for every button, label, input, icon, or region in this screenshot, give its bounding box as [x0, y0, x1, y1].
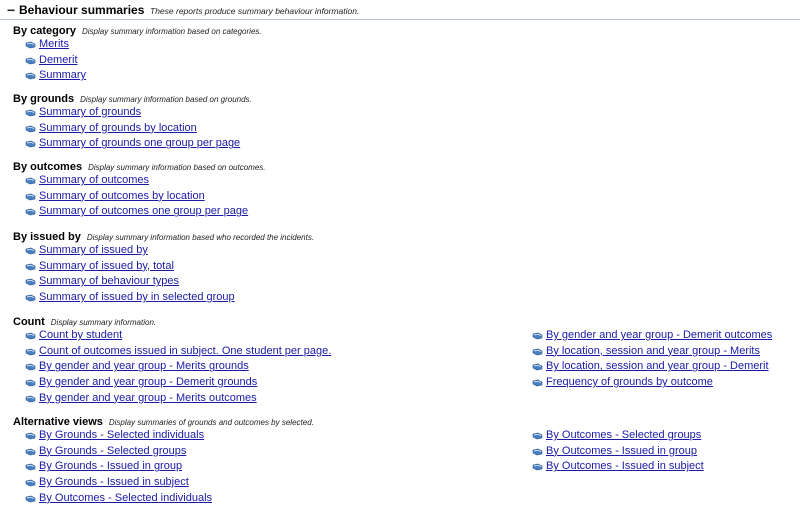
report-link-text[interactable]: Summary of issued by in selected group [39, 291, 235, 304]
section-count [13, 314, 773, 407]
report-icon [532, 332, 543, 340]
link-column-left [25, 105, 240, 152]
link-columns [13, 243, 314, 306]
report-link[interactable] [25, 204, 248, 220]
report-link[interactable] [25, 37, 86, 53]
report-link[interactable] [25, 459, 212, 475]
report-link-text[interactable]: By Outcomes - Issued in subject [546, 460, 704, 473]
report-link-text[interactable]: Summary of issued by, total [39, 259, 174, 272]
report-link[interactable] [25, 274, 235, 290]
report-icon [25, 432, 36, 440]
section-description: Display summary information based on categories. [81, 27, 262, 36]
report-link[interactable] [25, 444, 212, 460]
section-description: Display summary information based on outcomes. [88, 163, 266, 172]
link-columns [13, 173, 266, 220]
report-link[interactable] [25, 344, 331, 360]
report-link-text[interactable]: By location, session and year group - Demerit [546, 360, 769, 373]
report-link-text[interactable]: Count of outcomes issued in subject. One student per page. [39, 344, 332, 357]
report-link[interactable] [532, 444, 704, 460]
link-column-left [25, 173, 248, 220]
report-link[interactable] [25, 173, 248, 189]
report-icon [532, 448, 543, 456]
report-icon [25, 278, 36, 286]
report-link-text[interactable]: By gender and year group - Demerit grounds [39, 376, 258, 389]
report-link[interactable] [25, 68, 86, 84]
link-columns [13, 37, 262, 84]
report-icon [25, 193, 36, 201]
report-link[interactable] [25, 391, 331, 407]
section-title: Alternative views [13, 416, 103, 428]
report-icon [25, 448, 36, 456]
report-icon [25, 41, 36, 49]
section-title: Count [13, 316, 45, 328]
report-link[interactable] [25, 189, 248, 205]
report-link[interactable] [25, 491, 212, 507]
report-link-text[interactable]: Frequency of grounds by outcome [546, 376, 713, 389]
section-description: Display summary information based who recorded the incidents. [86, 233, 315, 242]
report-link-text[interactable]: By gender and year group - Merits grounds [39, 360, 249, 373]
section-by-issued-by [13, 229, 314, 306]
section-heading [13, 23, 262, 37]
report-icon [25, 363, 36, 371]
report-link-text[interactable]: Summary of issued by [39, 244, 148, 256]
report-icon [532, 432, 543, 440]
link-columns [13, 428, 704, 507]
report-icon [25, 479, 36, 487]
report-link-text[interactable]: By gender and year group - Demerit outcomes [546, 329, 773, 341]
link-columns [13, 328, 773, 407]
report-link[interactable] [532, 359, 772, 375]
report-icon [25, 348, 36, 356]
report-icon [25, 247, 36, 255]
section-heading [13, 91, 252, 105]
link-columns [13, 105, 252, 152]
section-heading [13, 414, 314, 428]
section-title: By outcomes [13, 161, 83, 173]
section-alternative-views [13, 414, 704, 507]
report-icon [25, 395, 36, 403]
report-icon [25, 208, 36, 216]
report-icon [25, 495, 36, 503]
report-link-text[interactable]: By location, session and year group - Merits [546, 344, 760, 357]
report-link-text[interactable]: Summary of behaviour types [39, 275, 180, 288]
report-icon [25, 463, 36, 471]
section-heading [13, 159, 266, 173]
link-column-right [532, 428, 704, 475]
report-icon [532, 348, 543, 356]
report-link-text[interactable]: Demerit [39, 53, 78, 66]
report-link[interactable] [25, 53, 86, 69]
report-icon [25, 57, 36, 65]
section-description: Display summary information. [50, 318, 157, 327]
section-description: Display summaries of grounds and outcomes by selected. [108, 418, 314, 427]
report-link[interactable] [25, 259, 235, 275]
report-link-text[interactable]: By Grounds - Selected groups [39, 444, 187, 457]
section-by-outcomes [13, 159, 266, 220]
report-link[interactable] [532, 328, 772, 344]
report-icon [25, 332, 36, 340]
report-icon [25, 109, 36, 117]
report-link-text[interactable]: Summary of outcomes by location [39, 189, 205, 202]
report-link-text[interactable]: Summary of grounds by location [39, 121, 197, 134]
report-icon [25, 294, 36, 302]
report-link-text[interactable]: By Grounds - Issued in group [39, 460, 183, 473]
report-icon [532, 363, 543, 371]
section-by-grounds [13, 91, 252, 152]
report-link-text[interactable]: By gender and year group - Merits outcomes [39, 391, 257, 404]
section-by-category [13, 23, 262, 84]
report-icon [25, 140, 36, 148]
report-link-text[interactable]: Merits [39, 38, 69, 50]
report-icon [532, 463, 543, 471]
link-column-left [25, 243, 235, 306]
report-link[interactable] [25, 375, 331, 391]
report-link-text[interactable]: Summary of outcomes [39, 174, 150, 186]
report-link[interactable] [25, 243, 235, 259]
section-description: Display summary information based on grounds. [80, 95, 252, 104]
panel-title: Behaviour summaries [19, 3, 145, 17]
report-link-text[interactable]: By Grounds - Issued in subject [39, 476, 189, 489]
report-link-text[interactable]: By Outcomes - Issued in group [546, 444, 698, 457]
report-link[interactable] [532, 459, 704, 475]
report-link[interactable] [532, 375, 772, 391]
report-link-text[interactable]: By Outcomes - Selected groups [546, 429, 702, 441]
report-link-text[interactable]: By Outcomes - Selected individuals [39, 491, 213, 504]
link-column-left [25, 37, 86, 84]
header-divider [0, 19, 800, 20]
report-link-text[interactable]: By Grounds - Selected individuals [39, 429, 205, 441]
report-link[interactable] [25, 136, 240, 152]
report-link[interactable] [25, 105, 240, 121]
link-column-left [25, 428, 212, 506]
report-link[interactable] [25, 359, 331, 375]
section-heading [13, 314, 156, 328]
section-title: By grounds [13, 93, 75, 105]
report-icon [25, 125, 36, 133]
report-link-text[interactable]: Summary of grounds one group per page [39, 137, 241, 150]
report-link[interactable] [25, 121, 240, 137]
report-link[interactable] [25, 475, 212, 491]
section-title: By issued by [13, 231, 81, 243]
report-link-text[interactable]: Count by student [39, 329, 123, 341]
report-icon [25, 379, 36, 387]
report-icon [25, 177, 36, 185]
report-link-text[interactable]: Summary of grounds [39, 106, 142, 118]
link-column-right [532, 328, 772, 391]
report-link[interactable] [25, 428, 212, 444]
report-link[interactable] [532, 428, 704, 444]
report-link[interactable] [25, 328, 331, 344]
report-link-text[interactable]: Summary of outcomes one group per page [39, 205, 249, 218]
panel-description: These reports produce summary behaviour information. [150, 6, 360, 16]
report-link[interactable] [25, 290, 235, 306]
report-link-text[interactable]: Summary [39, 69, 87, 82]
section-title: By category [13, 25, 76, 37]
report-icon [25, 72, 36, 80]
report-icon [532, 379, 543, 387]
section-heading [13, 229, 314, 243]
collapse-toggle-icon[interactable]: − [7, 2, 16, 18]
report-link[interactable] [532, 344, 772, 360]
link-column-left [25, 328, 331, 406]
report-icon [25, 263, 36, 271]
